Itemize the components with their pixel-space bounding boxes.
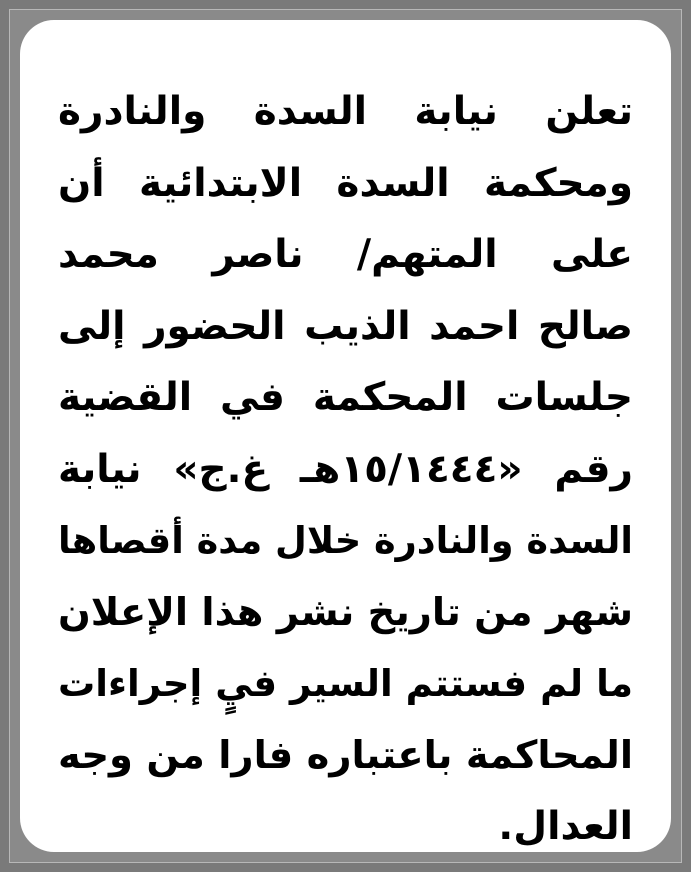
notice-line-9: ما لم فستتم السير فيٍ إجراءات	[58, 662, 633, 705]
notice-line-11: العدال.	[498, 804, 633, 849]
notice-line-6: رقم «١٥/١٤٤٤هـ غ.ج» نيابة	[58, 446, 633, 492]
frame-border	[9, 9, 682, 863]
notice-line-10: المحاكمة باعتباره فارا من وجه	[58, 732, 633, 778]
notice-line-2: ومحكمة السدة الابتدائية أن	[58, 160, 633, 206]
notice-line-1: تعلن نيابة السدة والنادرة	[58, 89, 633, 134]
notice-card	[20, 20, 671, 852]
notice-line-7: السدة والنادرة خلال مدة أقصاها	[58, 519, 633, 562]
notice-text	[58, 76, 633, 863]
notice-line-4: صالح احمد الذيب الحضور إلى	[58, 303, 633, 349]
notice-line-3: على المتهم/ ناصر محمد	[58, 232, 633, 277]
notice-line-8: شهر من تاريخ نشر هذا الإعلان	[58, 589, 633, 635]
notice-line-5: جلسات المحكمة في القضية	[58, 375, 633, 420]
